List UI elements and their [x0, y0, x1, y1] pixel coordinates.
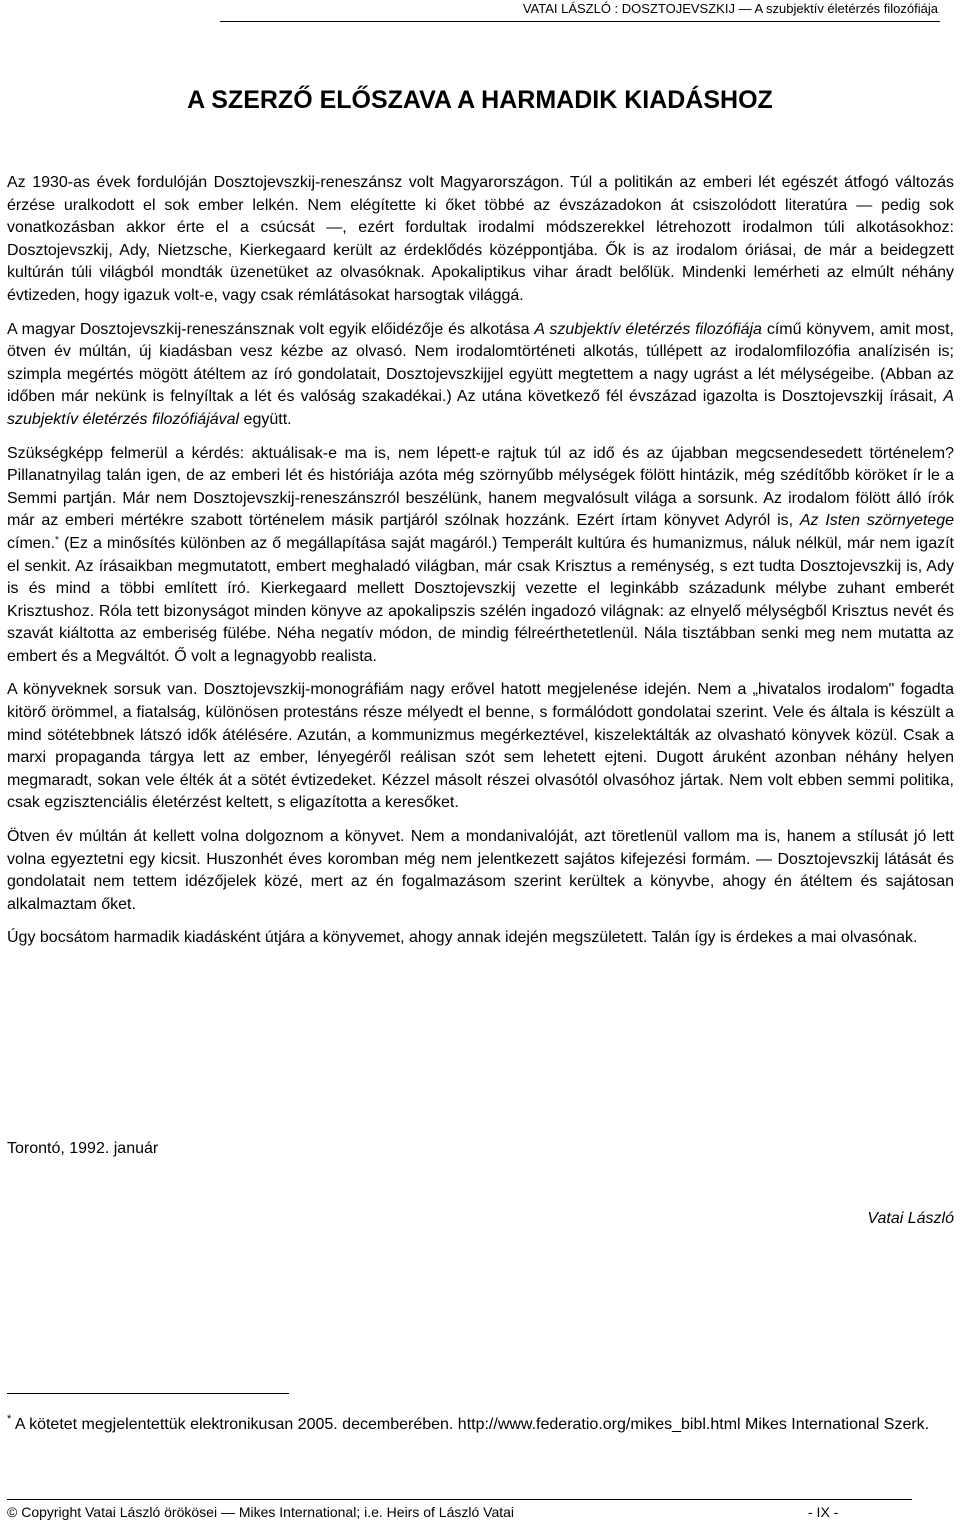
body-text	[7, 172, 954, 961]
paragraph-3-part-c: (Ez a minősítés különben az ő megállapítása saját magáról.) Temperált kultúra és humanizmus, náluk nélkül, már nem igazít el senkit. Az írásaikban megmutatott, embert meghaladó világban, már csak Krisztus a reménység, s ezt tudta Dosztojevszkij is, Ady is és mind a többi említett író. Kierkegaard mellett Dosztojevszkij vezette el leginkább századunk mélybe zuhant emberét Krisztushoz. Róla tett bizonyságot minden könyve az apokalipszis szélén ingadozó világnak: az elnyelő mélységből Krisztus nevét és szavát kiáltotta az emberiség fülébe. Néha negatív módon, de mindig félreérthetetlenül. Nála tisztábban senki meg nem mutatta az embert és a Megváltót. Ő volt a legnagyobb realista.	[7, 534, 954, 665]
footnote-mark: *	[7, 1413, 12, 1425]
footnote	[7, 1415, 954, 1435]
author-signature: Vatai László	[867, 1210, 954, 1227]
paragraph-5: Ötven év múltán át kellett volna dolgoznom a könyvet. Nem a mondanivalóját, azt töretlenül vallom ma is, hanem a stílusát jó lett volna egyeztetni egy kicsit. Huszonhét éves koromban még nem jelentkezett sajátos kifejezési formám. — Dosztojevszkij látását és gondolatait nem tettem idézőjelek közé, mert az én fogalmazásom szerint kerültek a könyvbe, ahogy én átéltem és sajátosan alkalmaztam őket.	[7, 828, 954, 913]
place-date: Torontó, 1992. január	[7, 1140, 159, 1157]
paragraph-3-part-b: címen.	[7, 534, 56, 552]
paragraph-6: Úgy bocsátom harmadik kiadásként útjára a könyvemet, ahogy annak idején megszületett. Talán így is érdekes a mai olvasónak.	[7, 929, 918, 947]
running-header: VATAI LÁSZLÓ : DOSZTOJEVSZKIJ — A szubjektív életérzés filozófiája	[220, 0, 940, 22]
paragraph-3-part-a: Szükségképp felmerül a kérdés: aktuálisak-e ma is, nem lépett-e rajtuk túl az idő és az újabban megcsendesedett történelem? Pillanatnyilag talán igen, de az emberi lét és históriája azóta még szörnyűbb mélységek fölött hintázik, még szédítőbb köröket ír le a Semmi partján. Már nem Dosztojevszkij-reneszánszról beszélünk, hanem megvalósult világa a sorsunk. Az irodalom fölött álló írók már az emberi mértékre szabott történelem másik partjáról szólnak hozzánk. Ezért írtam könyvet Adyról is,	[7, 444, 954, 530]
book-title: A szubjektív életérzés filozófiája	[534, 320, 762, 338]
paragraph-2-part-a: A magyar Dosztojevszkij-reneszánsznak volt egyik előidézője és alkotása	[7, 320, 535, 338]
footnote-text: A kötetet megjelentettük elektronikusan 2005. decemberében. http://www.federatio.org/mikes_bibl.html Mikes International Szerk.	[11, 1416, 930, 1433]
copyright-notice: © Copyright Vatai László örökösei — Mikes International; i.e. Heirs of László Vatai	[7, 1504, 515, 1520]
footnote-reference[interactable]: *	[55, 534, 59, 546]
paragraph-1: Az 1930-as évek fordulóján Dosztojevszkij-reneszánsz volt Magyarországon. Túl a politikán az emberi lét egészét átfogó változás érzése uralkodott el sok ember lelkén. Nem elégítette ki őket többé az évszázadokon át csiszolódott literatúra — pedig sok vonatkozásban akkor érte el a csúcsát —, ezért fordultak irodalmi módszerekkel létrehozott irodalmon túli alkotásokhoz: Dosztojevszkij, Ady, Nietzsche, Kierkegaard került az érdeklődés középpontjába. Ők is az irodalom óriásai, de már a beidegzett kultúrán túli világból mondták üzenetüket az olvasóknak. Apokaliptikus vihar áradt belőlük. Mindenki lemérheti az elmúlt néhány évtizeden, hogy igazuk volt-e, vagy csak rémlátásokat harsogtak világgá.	[7, 174, 954, 304]
paragraph-2-part-b: című könyvem, amit most, ötven év múltán, új kiadásban vesz kézbe az olvasó. Nem irodalomtörténeti alkotás, túllépett az irodalomfilozófia analízisén is; szimpla megértés mögött átéltem az író gondolatait, Dosztojevszkijjel együtt megtettem a nagy ugrást a lét mélységeibe. (Abban az időben már nekünk is felnyíltak a lét és valóság szakadékai.) Az utána következő fél évszázad igazolta is Dosztojevszkij írásait,	[7, 320, 954, 406]
ady-book-title: Az Isten szörnyetege	[799, 512, 954, 530]
paragraph-3	[7, 443, 954, 669]
page-number: - IX -	[808, 1504, 839, 1520]
footer-divider	[7, 1499, 912, 1500]
book-title-inflected: A szubjektív életérzés filozófiájával	[7, 388, 954, 428]
page-title: A SZERZŐ ELŐSZAVA A HARMADIK KIADÁSHOZ	[187, 86, 773, 114]
footnote-divider	[7, 1393, 289, 1394]
paragraph-4: A könyveknek sorsuk van. Dosztojevszkij-monográfiám nagy erővel hatott megjelenése idején. Nem a „hivatalos irodalom" fogadta kitörő örömmel, a fiatalság, különösen protestáns része mélyedt el benne, s formálódott gondolatai szerint. Vele és általa is készült a mind sötétebbnek látszó idők átélésére. Azután, a kommunizmus megérkeztével, kiszelektálták az olvasható könyvek közül. Csak a marxi propaganda tárgya lett az ember, lényegéről reálisan szót sem lehetett ejteni. Dugott áruként azonban néhány helyen megmaradt, sokan vele élték át a sötét évtizedeket. Kézzel másolt részei olvasótól olvasóhoz jártak. Nem volt ebben semmi politika, csak egzisztenciális életérzést keltett, s eligazította a keresőket.	[7, 681, 954, 812]
paragraph-2	[7, 319, 954, 432]
paragraph-2-part-c: együtt.	[239, 410, 292, 428]
